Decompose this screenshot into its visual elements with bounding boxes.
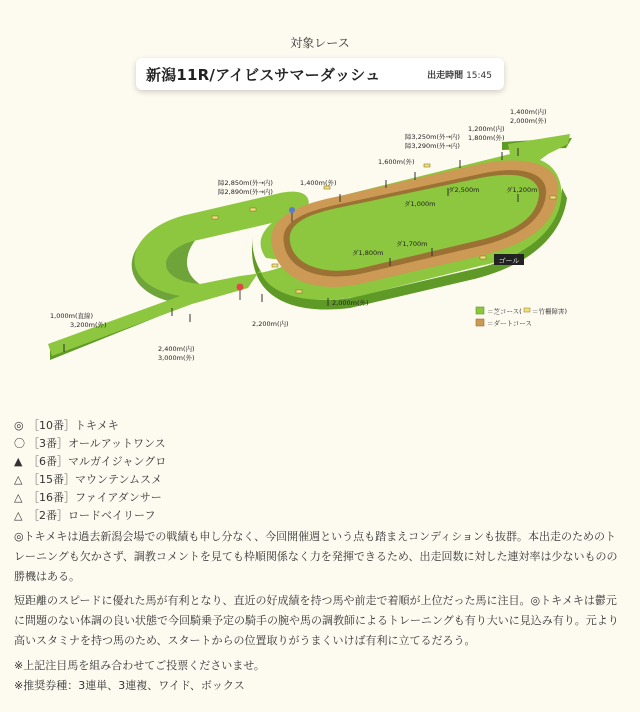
label-2200-in: 2,200m(内): [252, 320, 289, 328]
pick-number: ［3番］: [28, 437, 68, 450]
pick-mark: ◎: [14, 419, 24, 432]
label-2000-out-top: 2,000m(外): [510, 117, 547, 125]
race-name: 新潟11R/アイビスサマーダッシュ: [146, 65, 381, 84]
pick-horse-name: トキメキ: [75, 419, 119, 432]
pick-mark: 〇: [14, 437, 25, 450]
label-2000-out-bottom: 2,000m(外): [332, 299, 369, 307]
section-title: 対象レース: [290, 36, 350, 50]
course-map: [40, 108, 600, 370]
label-3200-out: 3,200m(外): [70, 321, 107, 329]
label-steeple-2890: 障2,890m(外→内): [218, 188, 273, 196]
pick-mark: △: [14, 473, 23, 486]
label-1000-straight: 1,000m(直線): [50, 312, 94, 320]
label-steeple-3250: 障3,250m(外→内): [405, 133, 460, 141]
pick-number: ［15番］: [28, 473, 75, 486]
label-1400-out: 1,400m(外): [300, 179, 337, 187]
pick-number: ［6番］: [28, 455, 68, 468]
start-post: [237, 284, 244, 301]
label-steeple-3290: 障3,290m(外→内): [405, 142, 460, 150]
analysis-paragraph-1: ◎トキメキは過去新潟会場での戦績も申し分なく、今回開催週という点も踏まえコンディションも抜群。本出走のためのトレーニングも欠かさず、調教コメントを見ても枠順関係なく力を発揮できるため、出走回数に対した連対率は少ないものの勝機はある。: [14, 530, 618, 583]
map-legend: [476, 307, 567, 328]
analysis-paragraph-2: 短距離のスピードに優れた馬が有利となり、直近の好成績を持つ馬や前走で着順が上位だった馬に注目。◎トキメキは鬱元に問題のない体調の良い状態で今回騎乗予定の騎手の腕や馬の調教師によるトレーニングも有り大いに見込み有り。元より高いスタミナを持つ馬のため、スタートからの位置取りがうまくいけば有利に立てるだろう。: [14, 594, 619, 647]
pick-row: [14, 507, 166, 525]
race-header-card: [136, 58, 504, 90]
legend-hurdle-label: ＝竹柵障害): [532, 307, 568, 316]
legend-turf-label: ＝芝コース(: [487, 307, 522, 316]
note-ticket-types: ※推奨券種：3連単、3連複、ワイド、ボックス: [14, 679, 245, 692]
note-combination: ※上記注目馬を組み合わせてご投票くださいませ。: [14, 659, 265, 672]
legend-turf-swatch: [476, 307, 484, 314]
pick-number: ［2番］: [28, 509, 68, 522]
pick-row: [14, 417, 166, 435]
pick-horse-name: マルガイジャングロ: [68, 455, 167, 468]
legend-hurdle-swatch: [524, 308, 530, 312]
legend-dirt-label: ＝ダートコース: [487, 319, 532, 328]
pick-horse-name: マウンテンムスメ: [75, 473, 163, 486]
picks-list: [14, 417, 166, 525]
pick-horse-name: ロードベイリーフ: [68, 509, 156, 522]
label-1800-out: 1,800m(外): [468, 134, 505, 142]
pick-mark: △: [14, 509, 23, 522]
pick-row: [14, 471, 166, 489]
label-2400-in: 2,400m(内): [158, 345, 195, 353]
pick-number: ［10番］: [28, 419, 75, 432]
goal-label: ゴール: [498, 257, 520, 265]
label-dirt-1700: ダ1,700m: [396, 240, 428, 248]
pick-horse-name: オールアットワンス: [68, 437, 166, 450]
label-dirt-1000: ダ1,000m: [404, 200, 436, 208]
label-steeple-2850: 障2,850m(外→内): [218, 179, 273, 187]
pick-horse-name: ファイアダンサー: [75, 491, 162, 504]
post-time-label: 出走時間: [427, 70, 464, 81]
label-dirt-1200: ダ1,200m: [506, 186, 538, 194]
label-dirt-2500: ダ2,500m: [448, 186, 480, 194]
label-dirt-1800: ダ1,800m: [352, 249, 384, 257]
notes: [14, 656, 626, 696]
label-1600-out: 1,600m(外): [378, 158, 415, 166]
pick-row: [14, 489, 166, 507]
post-time: [427, 68, 492, 81]
label-3000-out: 3,000m(外): [158, 354, 195, 362]
pick-mark: △: [14, 491, 23, 504]
post-time-value: 15:45: [466, 70, 492, 81]
label-1400-in: 1,400m(内): [510, 108, 547, 116]
legend-dirt-swatch: [476, 319, 484, 326]
pick-number: ［16番］: [28, 491, 75, 504]
pick-row: [14, 453, 166, 471]
pick-mark: ▲: [14, 455, 23, 468]
pick-row: [14, 435, 166, 453]
label-1200-in: 1,200m(内): [468, 125, 505, 133]
